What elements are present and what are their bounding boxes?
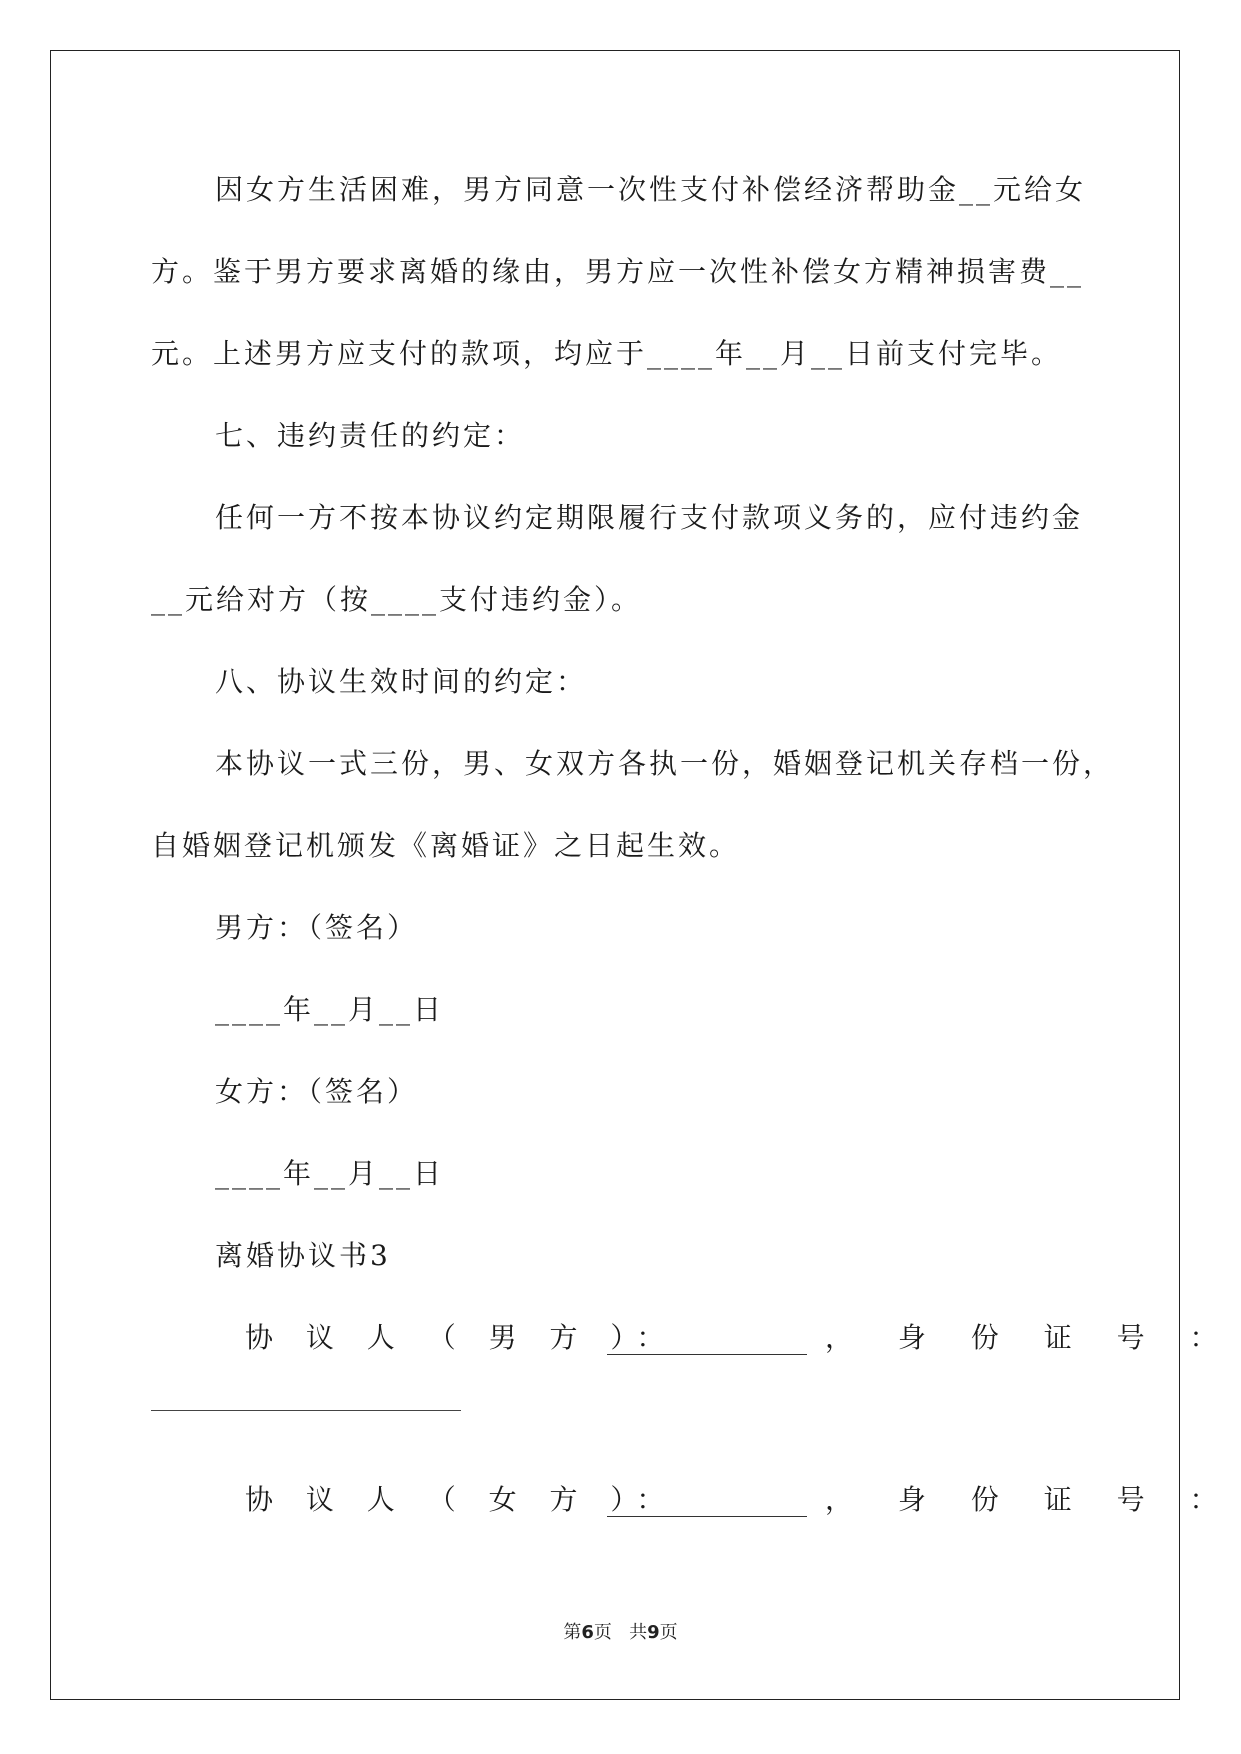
footer-page-suffix: 页: [659, 1622, 678, 1643]
male-id-label: ， 身 份 证 号 ：: [825, 1321, 1236, 1354]
paragraph-line: 元。上述男方应支付的款项，均应于____年__月__日前支付完毕。: [151, 337, 1063, 370]
section-heading: 七、违约责任的约定：: [215, 419, 526, 452]
female-party-label: 协 议 人 （ 女 方 ）：: [245, 1483, 677, 1516]
female-signature-label: 女方：（签名）: [215, 1075, 419, 1108]
paragraph-line: 本协议一式三份，男、女双方各执一份，婚姻登记机关存档一份，: [215, 747, 1115, 780]
footer-page-prefix: 第: [563, 1622, 582, 1643]
paragraph-line: 自婚姻登记机颁发《离婚证》之日起生效。: [151, 829, 741, 862]
female-name-blank: [607, 1492, 807, 1517]
paragraph-line: __元给对方（按____支付违约金）。: [151, 583, 643, 616]
section-heading: 八、协议生效时间的约定：: [215, 665, 588, 698]
footer-page-number: 6: [581, 1622, 594, 1643]
footer-page-total: 9: [647, 1622, 660, 1643]
female-signature-date: ____年__月__日: [215, 1157, 445, 1190]
male-id-blank: [151, 1410, 461, 1411]
page-footer: [0, 1621, 1241, 1645]
male-signature-date: ____年__月__日: [215, 993, 445, 1026]
male-signature-label: 男方：（签名）: [215, 911, 419, 944]
page-border: [50, 50, 1180, 1700]
male-name-blank: [607, 1330, 807, 1355]
female-id-label: ， 身 份 证 号 ：: [825, 1483, 1236, 1516]
paragraph-line: 任何一方不按本协议约定期限履行支付款项义务的，应付违约金: [215, 501, 1084, 534]
document-title: 离婚协议书3: [215, 1239, 391, 1272]
footer-page-mid: 页 共: [593, 1622, 648, 1643]
paragraph-line: 方。鉴于男方要求离婚的缘由，男方应一次性补偿女方精神损害费__: [151, 255, 1085, 288]
male-party-label: 协 议 人 （ 男 方 ）：: [245, 1321, 677, 1354]
paragraph-line: 因女方生活困难，男方同意一次性支付补偿经济帮助金__元给女: [215, 173, 1087, 206]
